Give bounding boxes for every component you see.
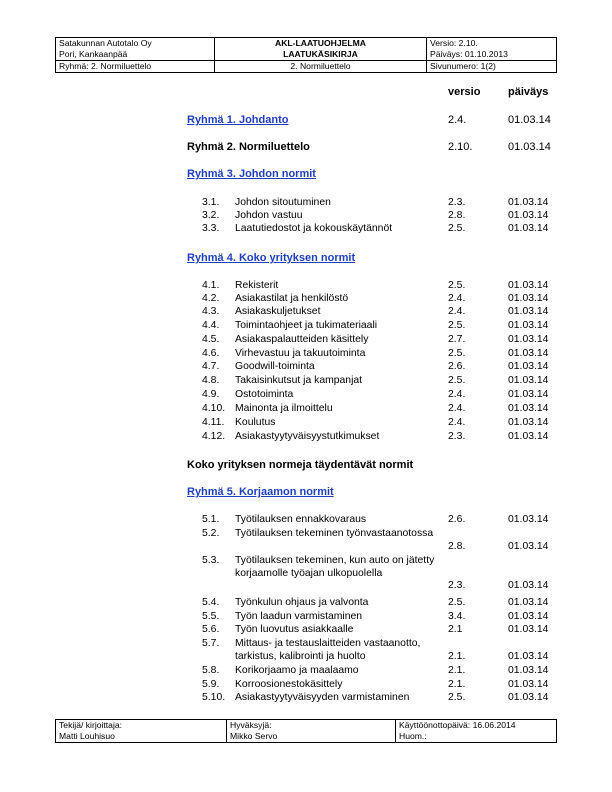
norm-version: 2.8. [448,210,466,221]
footer-deploy-cell [396,720,557,743]
norm-number: 4.5. [202,334,220,345]
group-1-row [187,114,288,126]
norm-date: 01.03.14 [508,348,549,359]
norm-title: Johdon vastuu [235,210,303,221]
norm-number: 5.9. [202,679,220,690]
norm-number: 4.10. [202,403,226,414]
group-1-date: 01.03.14 [508,114,551,126]
norm-date: 01.03.14 [508,597,549,608]
group-5-link[interactable]: Ryhmä 5. Korjaamon normit [187,486,334,498]
norm-title: Korroosionestokäsittely [235,679,343,690]
norm-number: 5.10. [202,692,226,703]
norm-version: 2.4. [448,403,466,414]
norm-version: 2.5. [448,223,466,234]
header-location: Pori, Kankaanpää [59,49,128,59]
norm-date: 01.03.14 [508,624,549,635]
norm-version: 2.1 [448,624,463,635]
norm-date: 01.03.14 [508,665,549,676]
norm-number: 5.8. [202,665,220,676]
norm-number: 4.9. [202,389,220,400]
norm-date: 01.03.14 [508,334,549,345]
group-3-link[interactable]: Ryhmä 3. Johdon normit [187,168,316,180]
footer-deploy: Käyttöönottopäivä: 16.06.2014 [399,720,516,730]
footer-approver: Mikko Servo [230,731,278,741]
group-2-version: 2.10. [448,141,473,153]
document-header [55,37,557,73]
norm-number: 5.4. [202,597,220,608]
footer-note: Huom.: [399,731,427,741]
norm-number: 4.8. [202,375,220,386]
norm-number: 5.6. [202,624,220,635]
group-3-row [187,168,316,180]
norm-date: 01.03.14 [508,280,549,291]
norm-number: 3.2. [202,210,220,221]
group-4-row [187,252,355,264]
header-page: Sivunumero: 1(2) [427,61,557,73]
header-company: Satakunnan Autotalo Oy [59,38,152,48]
header-group: Ryhmä: 2. Normiluettelo [56,61,215,73]
norm-title: Työnkulun ohjaus ja valvonta [235,597,369,608]
norm-version: 3.4. [448,611,466,622]
group-4-link[interactable]: Ryhmä 4. Koko yrityksen normit [187,252,356,264]
norm-version: 2.7. [448,334,466,345]
norm-date: 01.03.14 [508,293,549,304]
norm-version: 2.1. [448,679,466,690]
header-title-cell [215,38,427,61]
footer-approver-cell [227,720,396,743]
norm-number: 4.3. [202,306,220,317]
header-title2: LAATUKÄSIKIRJA [283,49,358,59]
norm-version: 2.4. [448,417,466,428]
norm-version: 2.8. [448,540,466,552]
norm-version: 2.5. [448,348,466,359]
norm-version: 2.5. [448,280,466,291]
norm-title: Johdon sitoutuminen [235,197,331,208]
norm-date: 01.03.14 [508,431,549,442]
norm-number: 4.4. [202,320,220,331]
norm-version: 2.3. [448,431,466,442]
norm-title: Asiakastilat ja henkilöstö [235,293,349,304]
norm-title: Korikorjaamo ja maalaamo [235,665,359,676]
norm-number: 4.7. [202,361,220,372]
norm-title: Työtilauksen tekeminen, kun auto on jätetty korjaamolle työajan ulkopuolella [235,555,435,579]
norm-version: 2.5. [448,692,466,703]
norm-date: 01.03.14 [508,580,549,592]
norm-title: Asiakastyytyväisyystutkimukset [235,431,380,442]
norm-version: 2.4. [448,293,466,304]
group-5-row [187,486,334,498]
norm-version: 2.5. [448,375,466,386]
header-version: Versio: 2.10. [430,38,478,48]
norm-date: 01.03.14 [508,650,549,662]
norm-number: 4.12. [202,431,226,442]
norm-title: Mittaus- ja testauslaitteiden vastaanotto, tarkistus, kalibrointi ja huolto [235,638,421,662]
footer-author: Matti Louhisuo [59,731,115,741]
norm-version: 2.5. [448,320,466,331]
norm-version: 2.3. [448,197,466,208]
norm-date: 01.03.14 [508,611,549,622]
norm-title: Takaisinkutsut ja kampanjat [235,375,363,386]
norm-number: 4.1. [202,280,220,291]
norm-date: 01.03.14 [508,403,549,414]
norm-number: 4.2. [202,293,220,304]
column-version-heading: versio [448,86,481,98]
norm-title: Asiakastyytyväisyyden varmistaminen [235,692,410,703]
header-company-cell [56,38,215,61]
norm-date: 01.03.14 [508,223,549,234]
norm-number: 5.5. [202,611,220,622]
norm-title: Laatutiedostot ja kokouskäytännöt [235,223,393,234]
norm-title: Asiakaspalautteiden käsittely [235,334,369,345]
norm-version: 2.5. [448,597,466,608]
norm-title: Asiakaskuljetukset [235,306,321,317]
norm-date: 01.03.14 [508,197,549,208]
norm-date: 01.03.14 [508,389,549,400]
norm-version: 2.3. [448,580,466,592]
norm-number: 5.3. [202,555,220,566]
norm-title: Työtilauksen tekeminen työnvastaanotossa [235,528,434,539]
norm-date: 01.03.14 [508,540,549,552]
norm-title: Goodwill-toiminta [235,361,315,372]
norm-title: Virhevastuu ja takuutoiminta [235,348,366,359]
norm-version: 2.4. [448,306,466,317]
norm-number: 5.7. [202,638,220,649]
header-date: Päiväys: 01.10.2013 [430,49,508,59]
norm-date: 01.03.14 [508,306,549,317]
norm-date: 01.03.14 [508,361,549,372]
group-1-link[interactable]: Ryhmä 1. Johdanto [187,114,289,126]
footer-author-label: Tekijä/ kirjoittaja: [59,720,123,730]
norm-date: 01.03.14 [508,514,549,525]
header-title1: AKL-LAATUOHJELMA [274,38,367,48]
group-2-heading: Ryhmä 2. Normiluettelo [187,141,310,153]
norm-title: Työtilauksen ennakkovaraus [235,514,367,525]
norm-title: Koulutus [235,417,276,428]
norm-number: 4.6. [202,348,220,359]
header-version-cell [427,38,557,61]
norm-number: 5.2. [202,528,220,539]
footer-author-cell [56,720,227,743]
norm-date: 01.03.14 [508,375,549,386]
norm-title: Ostotoiminta [235,389,294,400]
norm-version: 2.6. [448,514,466,525]
group-1-version: 2.4. [448,114,467,126]
document-footer [55,719,557,743]
norm-date: 01.03.14 [508,417,549,428]
column-date-heading: päiväys [508,86,549,98]
norm-version: 2.6. [448,361,466,372]
norm-title: Rekisterit [235,280,279,291]
norm-version: 2.1. [448,650,466,662]
norm-title: Työn luovutus asiakkaalle [235,624,354,635]
norm-title: Toimintaohjeet ja tukimateriaali [235,320,378,331]
supplementary-heading: Koko yrityksen normeja täydentävät normit [187,459,414,471]
norm-version: 2.4. [448,389,466,400]
norm-number: 3.1. [202,197,220,208]
norm-number: 4.11. [202,417,225,428]
norm-date: 01.03.14 [508,320,549,331]
norm-date: 01.03.14 [508,692,549,703]
norm-title: Mainonta ja ilmoittelu [235,403,333,414]
norm-title: Työn laadun varmistaminen [235,611,363,622]
norm-date: 01.03.14 [508,210,549,221]
norm-version: 2.1. [448,665,466,676]
norm-date: 01.03.14 [508,679,549,690]
footer-approver-label: Hyväksyjä: [230,720,272,730]
group-2-date: 01.03.14 [508,141,551,153]
norm-number: 5.1. [202,514,220,525]
norm-number: 3.3. [202,223,220,234]
header-section: 2. Normiluettelo [215,61,427,73]
